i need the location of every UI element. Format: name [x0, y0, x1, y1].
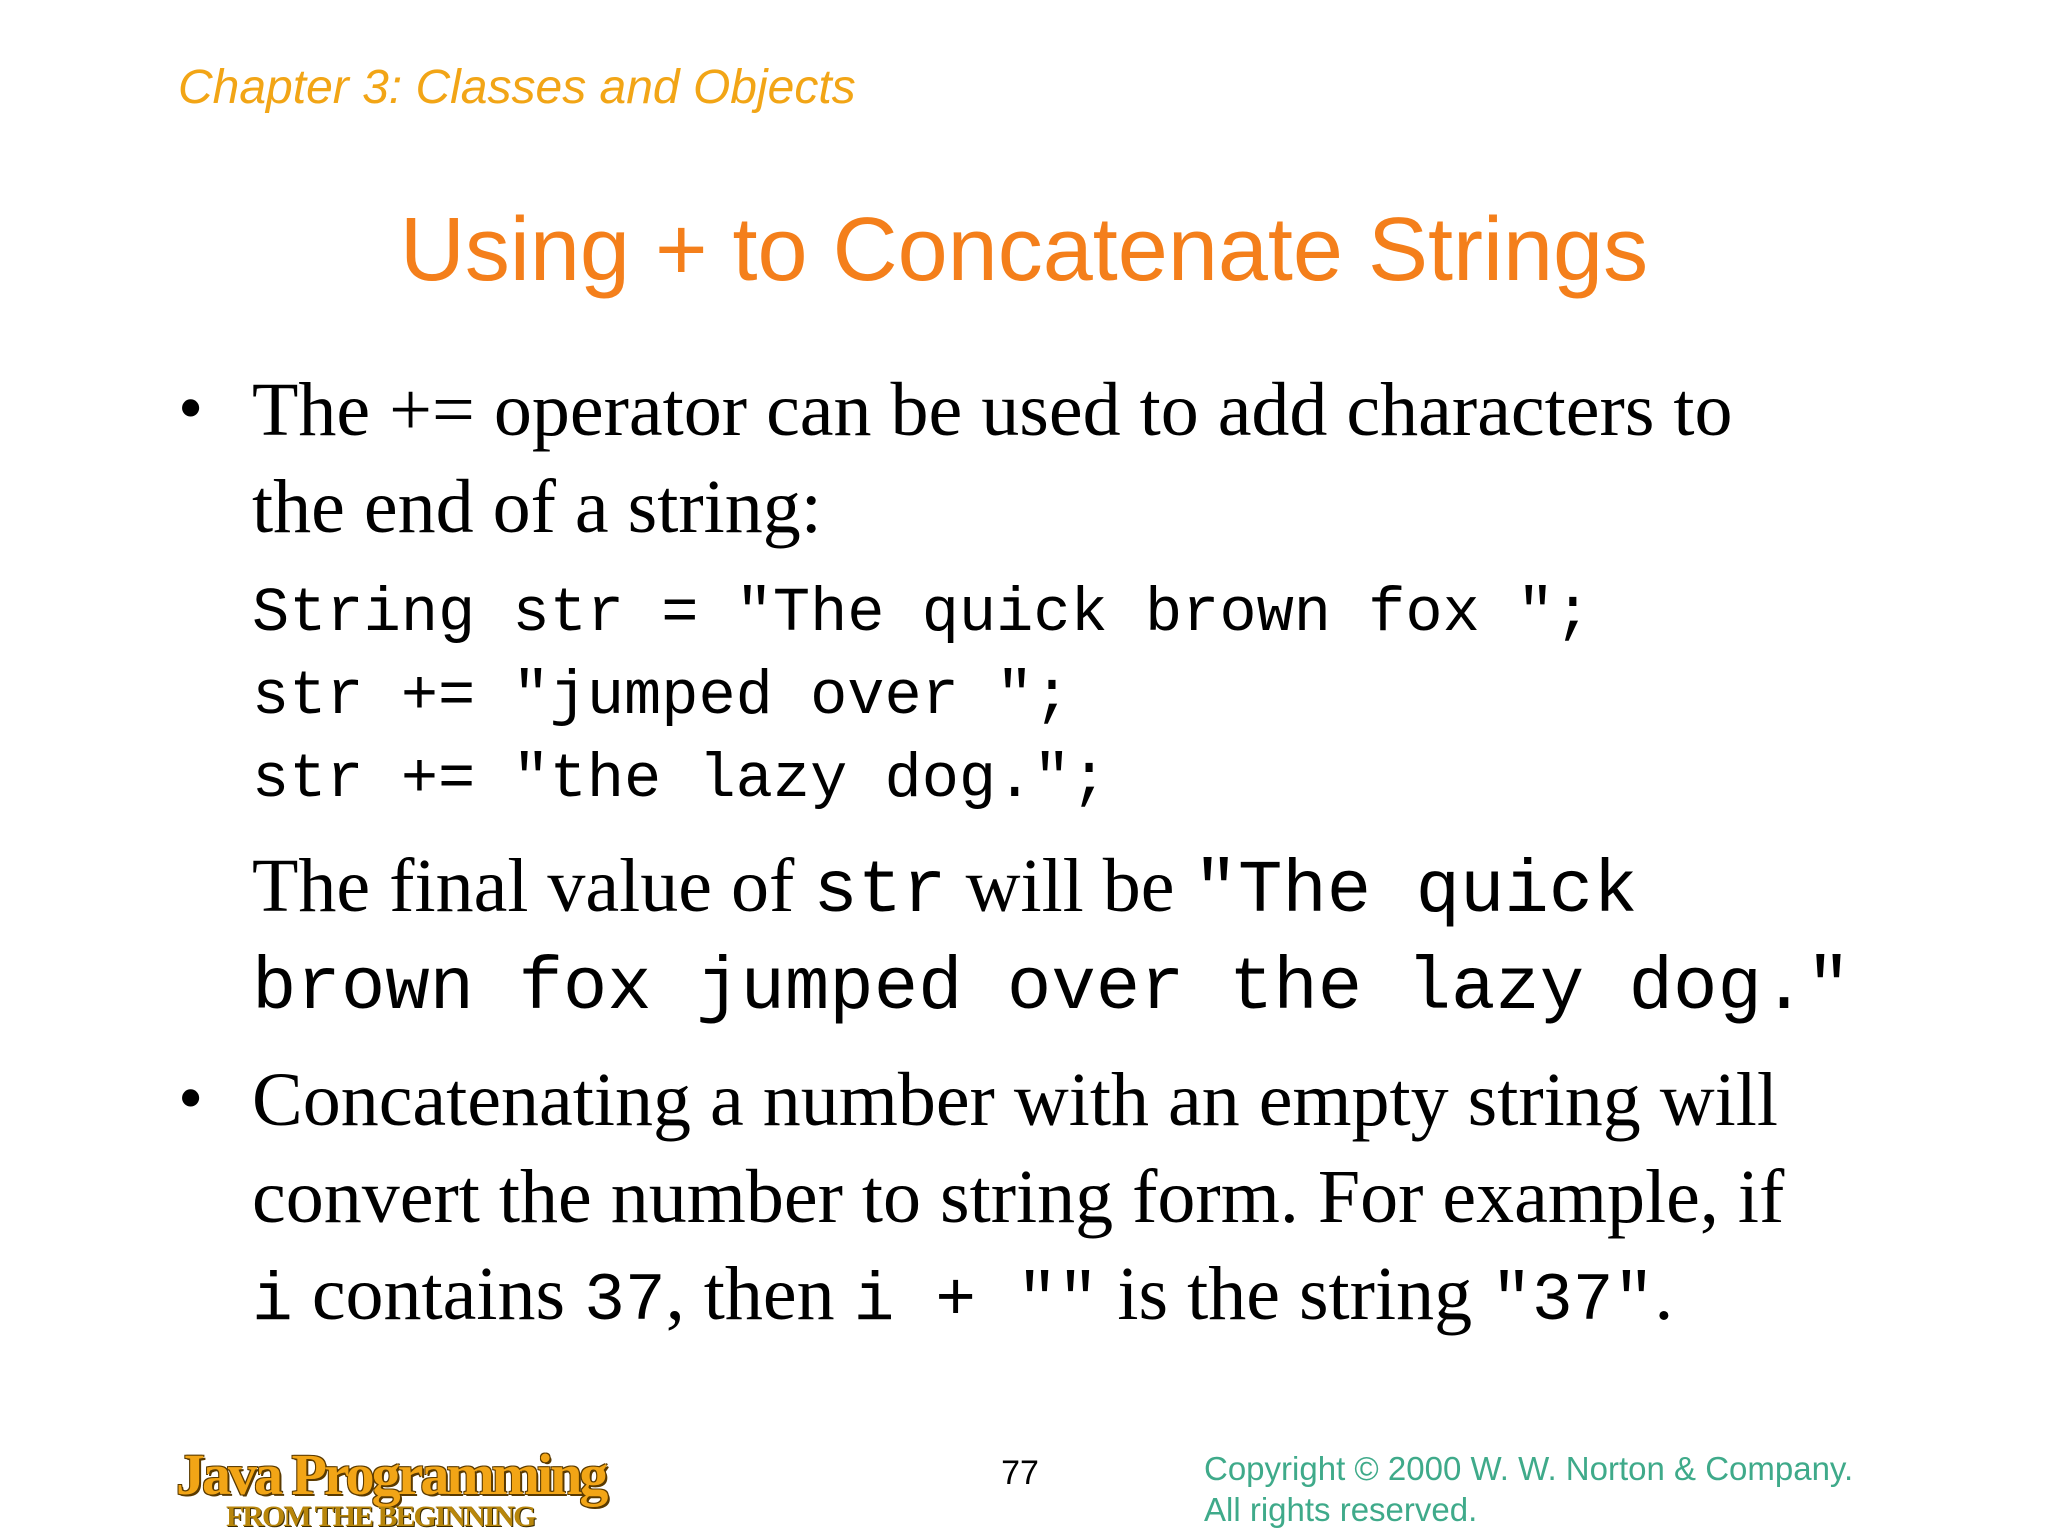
bullet-marker: •: [178, 1058, 204, 1138]
code-var-i: i: [252, 1263, 293, 1340]
bullet-line: [252, 1246, 1972, 1350]
logo-subtitle: FROM THE BEGINNING: [226, 1500, 535, 1533]
copyright-line: All rights reserved.: [1204, 1491, 1478, 1528]
bullet-line: the end of a string:: [252, 465, 822, 549]
text-segment: contains: [292, 1252, 585, 1336]
code-result: "37": [1491, 1263, 1655, 1340]
code-value: "The quick: [1193, 850, 1638, 934]
code-var-str: str: [813, 850, 947, 934]
bullet-paragraph-plus-equals: [252, 362, 1972, 556]
bullet-line: Concatenating a number with an empty string will: [252, 1058, 1779, 1142]
code-line: str += "jumped over ";: [252, 661, 1071, 732]
code-line: str += "the lazy dog.";: [252, 744, 1108, 815]
final-value-paragraph: [252, 838, 1972, 1038]
text-segment: is the string: [1098, 1252, 1492, 1336]
copyright-notice: [1204, 1448, 1853, 1530]
code-block: [252, 572, 1591, 821]
text-segment: , then: [665, 1252, 854, 1336]
code-line: String str = "The quick brown fox ";: [252, 578, 1592, 649]
copyright-line: Copyright © 2000 W. W. Norton & Company.: [1204, 1450, 1854, 1487]
code-value-line-2: brown fox jumped over the lazy dog.": [252, 947, 1851, 1031]
logo-title: Java Programming: [176, 1442, 606, 1507]
slide-title: Using + to Concatenate Strings: [399, 200, 1649, 300]
code-number: 37: [584, 1263, 666, 1340]
java-programming-logo: [176, 1442, 656, 1536]
bullet-marker: •: [178, 368, 204, 448]
text-segment: The final value of: [252, 844, 814, 928]
page-number: 77: [1001, 1454, 1039, 1492]
chapter-heading: Chapter 3: Classes and Objects: [178, 61, 856, 114]
bullet-line: The += operator can be used to add characters to: [252, 368, 1733, 452]
code-expression: i + "": [853, 1263, 1099, 1340]
bullet-line: convert the number to string form. For example, if: [252, 1155, 1785, 1239]
text-segment: .: [1654, 1252, 1674, 1336]
final-value-line-1: [252, 838, 1972, 941]
text-segment: will be: [946, 844, 1194, 928]
bullet-paragraph-concatenating: [252, 1052, 1972, 1350]
